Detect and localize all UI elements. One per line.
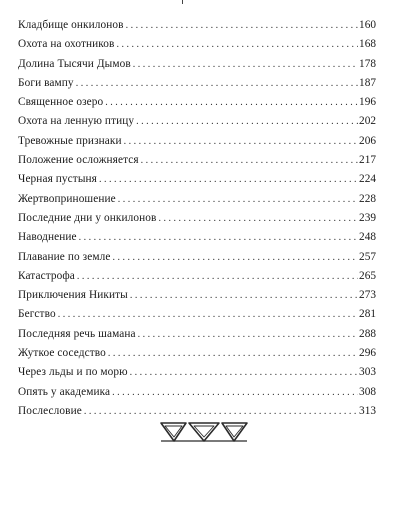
toc-entry-title: Через льды и по морю — [18, 366, 128, 379]
toc-dot-leader — [138, 325, 358, 344]
toc-entry-page-number: 196 — [359, 96, 376, 109]
toc-entry-title: Последняя речь шамана — [18, 327, 136, 340]
toc-dot-leader — [133, 55, 358, 74]
toc-entry-page-number: 160 — [359, 19, 376, 31]
toc-entry — [18, 74, 376, 93]
toc-dot-leader — [141, 151, 358, 170]
toc-entry-page-number: 187 — [359, 76, 376, 89]
toc-dot-leader — [124, 132, 358, 151]
toc-dot-leader — [76, 74, 358, 93]
toc-entry-page-number: 202 — [359, 115, 376, 128]
toc-entry-title: Черная пустыня — [18, 173, 97, 186]
toc-entry-title: Жуткое соседство — [18, 347, 106, 360]
toc-entry-page-number: 296 — [359, 347, 376, 360]
toc-entry-page-number: 303 — [359, 366, 376, 379]
toc-entry-page-number: 217 — [359, 154, 376, 167]
toc-entry-page-number: 273 — [359, 289, 376, 302]
toc-entry-title: Бегство — [18, 308, 56, 321]
toc-entry-title: Плавание по земле — [18, 250, 111, 263]
toc-dot-leader — [79, 228, 358, 247]
toc-entry-title: Боги вампу — [18, 76, 74, 89]
toc-entry-title: Опять у академика — [18, 385, 111, 398]
toc-entry — [18, 55, 376, 74]
toc-entry — [18, 190, 376, 209]
toc-entry-title: Послесловие — [18, 404, 82, 417]
toc-entry — [18, 286, 376, 305]
toc-entry — [18, 93, 376, 112]
toc-entry-title: Наводнение — [18, 231, 77, 244]
toc-entry — [18, 228, 376, 247]
toc-entry — [18, 112, 376, 131]
page-mark — [182, 0, 183, 4]
toc-entry — [18, 363, 376, 382]
toc-entry-title: Приключения Никиты — [18, 289, 128, 302]
toc-entry — [18, 248, 376, 267]
toc-dot-leader — [105, 93, 358, 112]
toc-entry-title: Священное озеро — [18, 96, 104, 109]
toc-dot-leader — [112, 383, 358, 402]
toc-entry-title: Катастрофа — [18, 269, 75, 282]
toc-dot-leader — [77, 267, 358, 286]
toc-entry-page-number: 265 — [359, 269, 376, 282]
toc-dot-leader — [130, 286, 358, 305]
toc-dot-leader — [126, 16, 358, 35]
toc-entry — [18, 325, 376, 344]
toc-entry — [18, 344, 376, 363]
toc-dot-leader — [99, 170, 358, 189]
toc-entry-page-number: 239 — [359, 211, 376, 224]
toc-dot-leader — [112, 248, 358, 267]
toc-entry — [18, 132, 376, 151]
toc-entry-page-number: 281 — [359, 308, 376, 321]
toc-entry-page-number: 206 — [359, 134, 376, 147]
toc-entry — [18, 267, 376, 286]
toc-entry-title: Тревожные признаки — [18, 134, 122, 147]
toc-entry-title: Охота на ленную птицу — [18, 115, 135, 128]
toc-dot-leader — [118, 190, 358, 209]
toc-entry-page-number: 257 — [359, 250, 376, 263]
toc-dot-leader — [136, 112, 358, 131]
toc-dot-leader — [116, 35, 358, 54]
toc-dot-leader — [58, 305, 358, 324]
toc-entry-page-number: 224 — [359, 173, 376, 186]
toc-entry — [18, 170, 376, 189]
toc-entry-page-number: 168 — [359, 38, 376, 51]
toc-entry-title: Долина Тысячи Дымов — [18, 57, 131, 70]
toc-entry — [18, 209, 376, 228]
triangle-ornament-icon — [158, 419, 250, 445]
toc-entry-page-number: 288 — [359, 327, 376, 340]
toc-entry-page-number: 248 — [359, 231, 376, 244]
toc-entry — [18, 151, 376, 170]
toc-entry-title: Охота на охотников — [18, 38, 115, 51]
toc-entry-page-number: 228 — [359, 192, 376, 205]
toc-dot-leader — [130, 363, 358, 382]
toc-entry — [18, 305, 376, 324]
toc-entry-title: Положение осложняется — [18, 154, 139, 167]
toc-entry-title: Кладбище онкилонов — [18, 19, 124, 31]
toc-entry-title: Жертвоприношение — [18, 192, 116, 205]
toc-dot-leader — [108, 344, 358, 363]
toc-entry — [18, 16, 376, 35]
toc-entry — [18, 35, 376, 54]
toc-entry-page-number: 178 — [359, 57, 376, 70]
table-of-contents — [18, 16, 376, 421]
toc-entry-page-number: 313 — [359, 404, 376, 417]
toc-entry — [18, 383, 376, 402]
toc-entry-page-number: 308 — [359, 385, 376, 398]
toc-dot-leader — [158, 209, 358, 228]
toc-entry-title: Последние дни у онкилонов — [18, 211, 157, 224]
